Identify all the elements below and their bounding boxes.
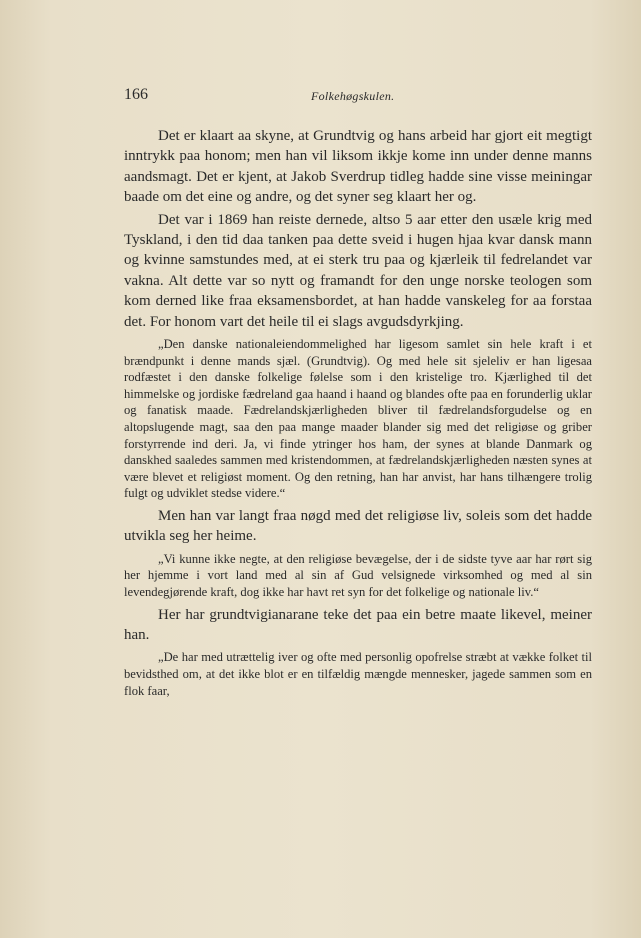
paragraph-3: Men han var langt fraa nøgd med det religiøse liv, soleis som det hadde utvikla seg her heime. (124, 508, 592, 545)
paragraph-4: Her har grundtvigianarane teke det paa ein betre maate likevel, meiner han. (124, 606, 592, 643)
quote-2: „Vi kunne ikke negte, at den religiøse bevægelse, der i de sidste tyve aar har rørt sig her hjemme i vort land med al sin af Gud velsignede virksomhed og med al sin levendegjørende kraft, dog ikke har havt ret syn for det folkelige og nationale liv.“ (124, 551, 592, 599)
quote-3: „De har med utrættelig iver og ofte med personlig opofrelse stræbt at vække folket til bevidsthed om, at det ikke blot er en tilfældig mængde mennesker, jagede sammen som en flok faar, (124, 650, 592, 698)
body-text (124, 126, 592, 699)
paragraph-2: Det var i 1869 han reiste dernede, altso 5 aar etter den usæle krig med Tyskland, i den tid daa tanken paa dette sveid i hugen hjaa kvar dansk mann og kvinne samstundes med, at ei sterk tru paa og kjærleik til fedrelandet var vakna. Alt dette var so nytt og framandt for den unge norske teologen som kom derned like fraa eksamensbordet, at han hadde vanskeleg for aa forstaa det. For honom vart det heile til ei slags avgudsdyrkjing. (124, 211, 592, 330)
page-number: 166 (124, 86, 148, 103)
page-header (124, 86, 522, 106)
quote-1: „Den danske nationaleiendommelighed har ligesom samlet sin hele kraft i et brændpunkt i denne mands sjæl. (Grundtvig). Og med hele sit sjeleliv er han ligesaa rodfæstet i den danske folkelige følelse som i den kristelige tro. Kjærlighed til det himmelske og jordiske fædreland gaa haand i haand og blandes ofte paa en forunderlig uklar og fanatisk maade. Fædrelandskjærligheden bliver til fædrelandsforgudelse og en altopslugende magt, saa den paa mange maader blander sig med det religiøse og griber forstyrrende ind deri. Ja, vi finde ytringer hos ham, der synes at blande Danmark og danskhed saaledes sammen med kristendommen, at fædrelandskjærligheden næsten synes at være blevet et religiøst moment. Og den retning, han har anvist, har hans tilhængere trolig fulgt og udviklet stedse videre.“ (124, 337, 592, 501)
running-title: Folkehøgskulen. (311, 89, 395, 103)
paragraph-1: Det er klaart aa skyne, at Grundtvig og hans arbeid har gjort eit megtigt inntrykk paa honom; men han vil liksom ikkje kome inn under denne manns aandsmagt. Det er kjent, at Jakob Sverdrup tidleg hadde sine visse meiningar baade om det eine og andre, og det syner seg klaart her og. (124, 128, 592, 206)
